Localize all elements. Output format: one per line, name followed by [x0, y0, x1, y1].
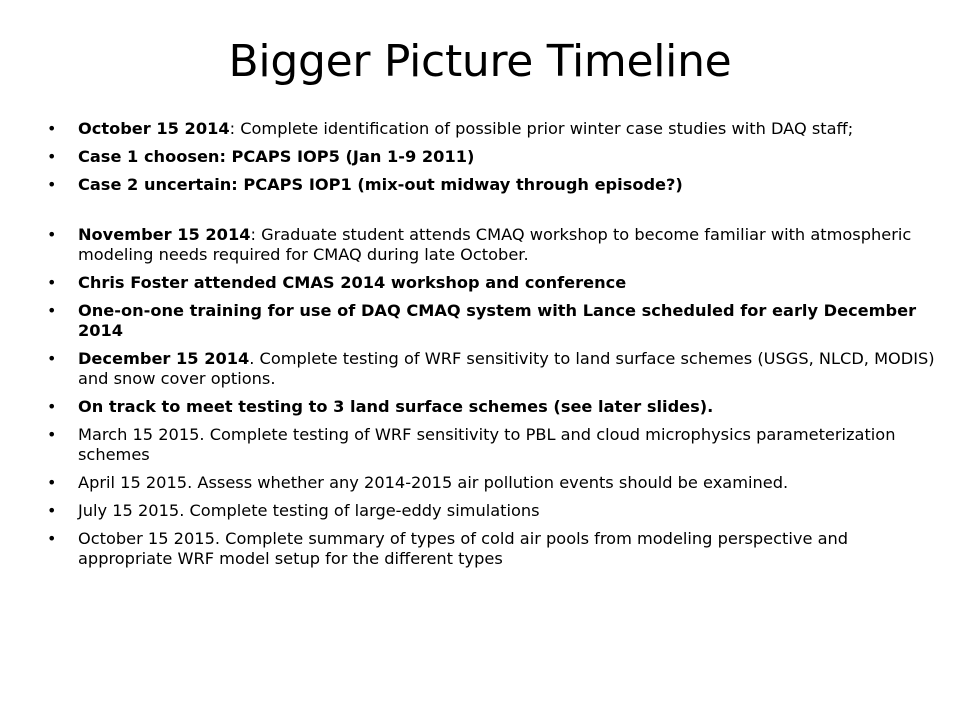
bullet-item-oct-2015	[47, 529, 947, 569]
bullet-item-oct-2014	[47, 119, 947, 139]
bullet-item-nov-2014	[47, 225, 947, 265]
bullet-icon: •	[47, 225, 57, 244]
bullet-icon: •	[47, 175, 57, 194]
bullet-text: April 15 2015. Assess whether any 2014-2015 air pollution events should be examined.	[78, 473, 789, 492]
bullet-icon: •	[47, 119, 57, 138]
bullet-icon: •	[47, 425, 57, 444]
slide-title: Bigger Picture Timeline	[228, 36, 732, 87]
bullet-icon: •	[47, 473, 57, 492]
bullet-item-case-1	[47, 147, 947, 167]
bullet-icon: •	[47, 349, 57, 368]
bullet-date: December 15 2014	[78, 349, 250, 368]
bullet-icon: •	[47, 273, 57, 292]
bullet-item-apr-2015	[47, 473, 947, 493]
bullet-item-on-track	[47, 397, 947, 417]
bullet-text: March 15 2015. Complete testing of WRF sensitivity to PBL and cloud microphysics parameterization schemes	[78, 425, 896, 464]
bullet-item-cmaq-training	[47, 301, 947, 341]
timeline-bullet-list	[47, 119, 947, 569]
bullet-icon: •	[47, 529, 57, 548]
bullet-text: : Graduate student attends CMAQ workshop to become familiar with atmospheric modeling needs required for CMAQ during late October.	[78, 225, 912, 264]
bullet-text: July 15 2015. Complete testing of large-eddy simulations	[78, 501, 540, 520]
bullet-item-jul-2015	[47, 501, 947, 521]
bullet-text: . Complete testing of WRF sensitivity to land surface schemes (USGS, NLCD, MODIS) and snow cover options.	[78, 349, 935, 388]
bullet-item-mar-2015	[47, 425, 947, 465]
bullet-icon: •	[47, 501, 57, 520]
bullet-item-cmas-workshop	[47, 273, 947, 293]
bullet-text: October 15 2015. Complete summary of types of cold air pools from modeling perspective and appropriate WRF model setup for the different types	[78, 529, 849, 568]
bullet-text: One-on-one training for use of DAQ CMAQ system with Lance scheduled for early December 2014	[78, 301, 917, 340]
bullet-text: Case 2 uncertain: PCAPS IOP1 (mix-out midway through episode?)	[78, 175, 683, 194]
bullet-text: Chris Foster attended CMAS 2014 workshop and conference	[78, 273, 627, 292]
bullet-text: : Complete identification of possible prior winter case studies with DAQ staff;	[229, 119, 854, 138]
bullet-item-dec-2014	[47, 349, 947, 389]
bullet-date: October 15 2014	[78, 119, 230, 138]
bullet-text: Case 1 choosen: PCAPS IOP5 (Jan 1-9 2011)	[78, 147, 475, 166]
bullet-icon: •	[47, 397, 57, 416]
bullet-icon: •	[47, 147, 57, 166]
bullet-icon: •	[47, 301, 57, 320]
bullet-date: November 15 2014	[78, 225, 251, 244]
bullet-text: On track to meet testing to 3 land surface schemes (see later slides).	[78, 397, 714, 416]
bullet-item-case-2	[47, 175, 947, 195]
